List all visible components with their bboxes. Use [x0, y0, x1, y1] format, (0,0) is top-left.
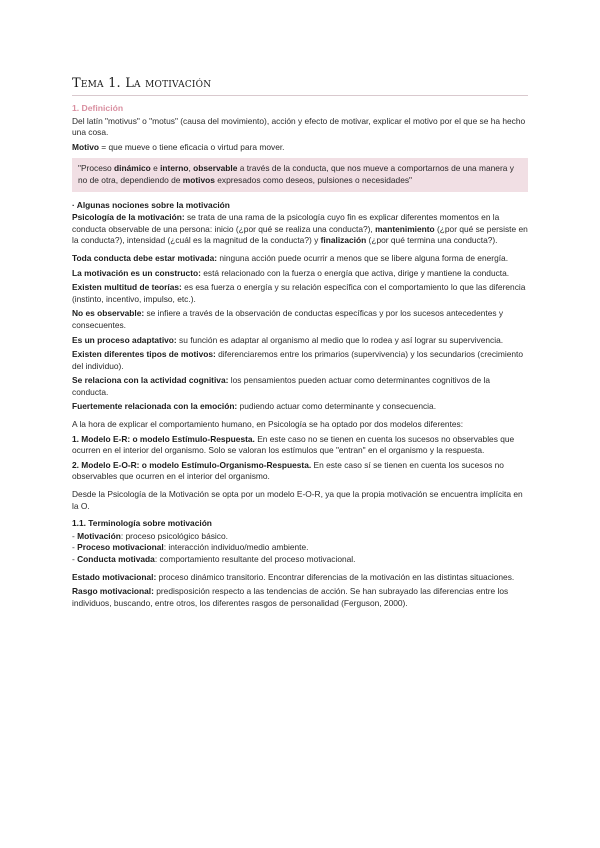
modelos-conclusion: Desde la Psicología de la Motivación se opta por un modelo E-O-R, ya que la propia motivación se encuentra implícita en la O. — [72, 489, 523, 511]
motivo-term: Motivo — [72, 141, 99, 152]
quote-text: a través de la conducta, que nos mueve a comportarnos de una manera y no de otra, dependiendo de — [78, 163, 514, 185]
terminologia-item — [72, 531, 528, 543]
modelo-er-text: En este caso no se tienen en cuenta los sucesos no observables que ocurren en el interior del organismo. Solo se valoran los estímulos que "entran" en el organismo y la respuesta. — [72, 433, 515, 456]
terminologia-item — [72, 554, 528, 566]
nocion-item — [72, 401, 528, 413]
psicologia-text: se trata de una rama de la psicología cuyo fin es explicar diferentes momentos en la conducta observable de una persona: inicio (¿por qué se realiza una conducta?), — [72, 212, 500, 234]
page-title: Tema 1. La motivación — [72, 76, 528, 96]
terminologia-text: : proceso psicológico básico. — [120, 530, 228, 541]
psicologia-text: (¿por qué termina una conducta?). — [366, 235, 498, 246]
estado-term: Estado motivacional: — [72, 571, 157, 582]
nocion-text: diferenciaremos entre los primarios (supervivencia) y los secundarios (crecimiento del individuo). — [72, 349, 524, 371]
definition-paragraph: Del latín "motivus" o "motus" (causa del movimiento), acción y efecto de motivar, explicar el motivo por el que se ha hecho una cosa. — [72, 115, 526, 138]
psicologia-term: Psicología de la motivación: — [72, 212, 185, 223]
nocion-text: pudiendo actuar como determinante y consecuencia. — [237, 401, 437, 412]
terminologia-item — [72, 542, 528, 554]
quote-text: expresados como deseos, pulsiones o necesidades" — [214, 174, 413, 185]
nocion-text: es esa fuerza o energía y su relación específica con el comportamiento lo que las diferencia (instinto, incentivo, impulso, etc.). — [72, 282, 526, 304]
modelos-intro: A la hora de explicar el comportamiento humano, en Psicología se ha optado por dos modelos diferentes: — [72, 419, 464, 430]
nocion-item — [72, 349, 528, 372]
quote-text: "Proceso — [78, 163, 115, 174]
estado-text: proceso dinámico transitorio. Encontrar diferencias de la motivación en las distintas situaciones. — [156, 571, 515, 582]
terminologia-term: Proceso motivacional — [77, 542, 164, 553]
psicologia-paragraph — [72, 212, 528, 247]
nocion-item — [72, 335, 528, 347]
modelo-er-term: 1. Modelo E-R: o modelo Estímulo-Respuesta. — [72, 433, 255, 444]
list-dash: - — [72, 542, 78, 553]
quote-bold: interno — [160, 163, 189, 174]
list-dash: - — [72, 530, 78, 541]
nocion-term: No es observable: — [72, 308, 145, 319]
nocion-term: Fuertemente relacionada con la emoción: — [72, 401, 238, 412]
nocion-text: ninguna acción puede ocurrir a menos que se libere alguna forma de energía. — [217, 252, 509, 263]
nocion-text: está relacionado con la fuerza o energía que activa, dirige y mantiene la conducta. — [200, 267, 510, 278]
definition-quote — [72, 158, 528, 191]
rasgo-paragraph — [72, 586, 528, 609]
nocion-item — [72, 375, 528, 398]
nocion-text: su función es adaptar al organismo al medio que lo rodea y así lograr su supervivencia. — [176, 334, 504, 345]
nocion-term: Existen multitud de teorías: — [72, 282, 182, 293]
quote-text: , — [188, 163, 194, 174]
nocion-term: Existen diferentes tipos de motivos: — [72, 349, 216, 360]
nocion-term: Es un proceso adaptativo: — [72, 334, 177, 345]
nociones-list — [72, 253, 528, 413]
nocion-item — [72, 253, 528, 265]
nociones-heading: · Algunas nociones sobre la motivación — [72, 199, 230, 210]
estado-paragraph — [72, 572, 528, 584]
rasgo-text: predisposición respecto a las tendencias de acción. Se han subrayado las diferencias entre los individuos, buscando, entre otros, los diferentes rasgos de personalidad (Ferguson, 2000). — [72, 586, 509, 608]
terminologia-text: : comportamiento resultante del proceso motivacional. — [154, 554, 356, 564]
psicologia-text: (¿por qué se persiste en la conducta?), intensidad (¿cuál es la magnitud de la conducta?) y — [72, 223, 528, 246]
modelo-eor-term: 2. Modelo E-O-R: o modelo Estímulo-Organismo-Respuesta. — [72, 459, 312, 470]
list-dash: - — [72, 554, 78, 564]
terminologia-text: : interacción individuo/medio ambiente. — [163, 542, 309, 553]
mantenimiento-term: mantenimiento — [375, 223, 435, 234]
nocion-item — [72, 308, 528, 331]
terminologia-heading: 1.1. Terminología sobre motivación — [72, 518, 212, 529]
nocion-term: Toda conducta debe estar motivada: — [72, 252, 218, 263]
section-heading-definicion: 1. Definición — [72, 103, 124, 113]
nocion-text: se infiere a través de la observación de conductas específicas y por los sucesos antecedentes y consecuentes. — [72, 308, 504, 330]
document-content — [72, 76, 528, 612]
quote-bold: observable — [193, 163, 238, 174]
nocion-term: Se relaciona con la actividad cognitiva: — [72, 375, 229, 386]
nocion-term: La motivación es un constructo: — [72, 267, 201, 278]
finalizacion-term: finalización — [320, 235, 367, 246]
motivo-text: = que mueve o tiene eficacia o virtud para mover. — [98, 141, 285, 152]
terminologia-term: Motivación — [77, 530, 121, 541]
quote-bold: motivos — [182, 174, 215, 185]
nocion-item — [72, 282, 528, 305]
nocion-text: los pensamientos pueden actuar como determinantes cognitivos de la conducta. — [72, 375, 491, 397]
rasgo-term: Rasgo motivacional: — [72, 586, 154, 597]
motivo-paragraph — [72, 142, 528, 154]
quote-text: e — [150, 163, 161, 174]
modelo-eor-text: En este caso sí se tienen en cuenta los sucesos no observables que ocurren en el interior del organismo. — [72, 459, 504, 482]
modelo-eor-paragraph — [72, 460, 528, 483]
modelo-er-paragraph — [72, 434, 528, 457]
quote-bold: dinámico — [114, 163, 151, 174]
nocion-item — [72, 268, 528, 280]
terminologia-term: Conducta motivada — [77, 554, 155, 564]
